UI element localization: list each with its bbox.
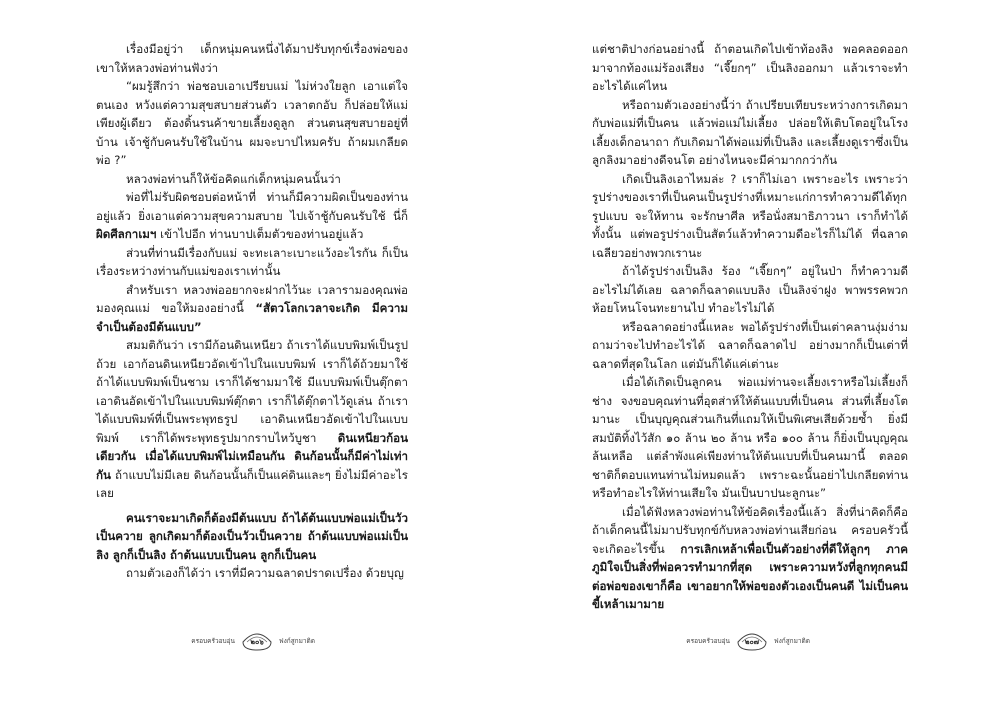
paragraph xyxy=(592,373,908,503)
text-run: สมมติกันว่า เรามีก้อนดินเหนียว ถ้าเราได้แบบพิมพ์เป็นรูปถ้วย เอาก้อนดินเหนียวอัดเข้าไปในแบบพิมพ์ เราก็ได้ถ้วยมาใช้ ถ้าได้แบบพิมพ์เป็นชาม เราก็ได้ชามมาใช้ มีแบบพิมพ์เป็นตุ๊กตา เอาดินอัดเข้าไปในแบบพิมพ์ตุ๊กตา เราก็ได้ตุ๊กตาไว้ดูเล่น ถ้าเราได้แบบพิมพ์ที่เป็นพระพุทธรูป เอาดินเหนียวอัดเข้าไปในแบบพิมพ์ เราก็ได้พระพุทธรูปมากราบไหว้บูชา xyxy=(96,338,408,445)
footer-book-title: ครอบครัวอบอุ่น xyxy=(191,637,235,645)
text-run: “ผมรู้สึกว่า พ่อชอบเอาเปรียบแม่ ไม่ห่วงใยลูก เอาแต่ใจตนเอง หวังแต่ความสุขสบายส่วนตัว เวลาตกอับ ก็ปล่อยให้แม่เพียงผู้เดียว ต้องดิ้นรนค้าขายเลี้ยงดูลูก ส่วนตนสุขสบายอยู่ที่บ้าน เจ้าชู้กับคนรับใช้ในบ้าน ผมจะบาปไหมครับ ถ้าผมเกลียดพ่อ ?” xyxy=(96,79,408,167)
text-run: ส่วนที่ท่านมีเรื่องกับแม่ จะทะเลาะเบาะแว้งอะไรกัน ก็เป็นเรื่องระหว่างท่านกับแม่ของเราเท่านั้น xyxy=(96,245,408,278)
left-page-body xyxy=(96,40,408,583)
footer-series-title: ฟงก์สูกมาติด xyxy=(279,637,315,645)
text-run: เมื่อได้เกิดเป็นลูกคน พ่อแม่ท่านจะเลี้ยงเราหรือไม่เลี้ยงก็ช่าง จงขอบคุณท่านที่อุตส่าห์ให้ต้นแบบที่เป็นคน ส่วนที่เลี้ยงโตมานะ เป็นบุญคุณส่วนเกินที่แถมให้เป็นพิเศษเสียด้วยซ้ำ ยิ่งมีสมบัติทิ้งไว้สัก ๑๐ ล้าน ๒๐ ล้าน หรือ ๑๐๐ ล้าน ก็ยิ่งเป็นบุญคุณล้นเหลือ แต่ลำพังแค่เพียงท่านให้ต้นแบบที่เป็นคนมานี้ ตลอดชาติก็ตอบแทนท่านไม่หมดแล้ว เพราะฉะนั้นอย่าไปเกลียดท่าน หรือทำอะไรให้ท่านเสียใจ มันเป็นบาปนะลูกนะ” xyxy=(592,375,908,500)
page-number-emblem xyxy=(736,628,768,652)
text-run: แต่ชาติปางก่อนอย่างนี้ ถ้าตอนเกิดไปเข้าท้องลิง พอคลอดออกมาจากท้องแม่ร้องเสียง “เจี๊ยกๆ” เป็นลิงออกมา แล้วเราจะทำอะไรได้แค่ไหน xyxy=(592,42,908,93)
footer-series-title: ฟงก์สูกมาติด xyxy=(774,637,810,645)
paragraph xyxy=(96,77,408,170)
paragraph xyxy=(96,40,408,77)
paragraph xyxy=(592,96,908,170)
paragraph xyxy=(96,281,408,337)
paragraph xyxy=(592,40,908,96)
right-page-body xyxy=(592,40,908,614)
text-run: เข้าไปอีก ท่านบาปเต็มตัวของท่านอยู่แล้ว xyxy=(156,227,364,241)
text-run: เรื่องมีอยู่ว่า เด็กหนุ่มคนหนึ่งได้มาปรับทุกข์เรื่องพ่อของเขาให้หลวงพ่อท่านฟังว่า xyxy=(96,42,408,75)
right-page-footer xyxy=(650,628,850,658)
bold-text: “สัตวโลกเวลาจะเกิด มีความจำเป็นต้องมีต้นแบบ” xyxy=(96,301,409,334)
text-run: ถ้าแบบไม่มีเลย ดินก้อนนั้นก็เป็นแค่ดินและๆ ยิ่งไม่มีค่าอะไรเลย xyxy=(96,467,408,500)
text-run: หรือฉลาดอย่างนี้แหละ พอได้รูปร่างที่เป็นเต่าคลานงุ่มง่าม ถามว่าจะไปทำอะไรได้ ฉลาดก็ฉลาดไป อย่างมากก็เป็นเต่าที่ฉลาดที่สุดในโลก แต่มันก็ได้แค่เต่านะ xyxy=(592,319,908,371)
text-run: เมื่อได้ฟังหลวงพ่อท่านให้ข้อคิดเรื่องนี้แล้ว สิ่งที่น่าคิดก็คือ ถ้าเด็กคนนี้ไม่มาปรับทุกข์กับหลวงพ่อท่านเสียก่อน ครอบครัวนี้จะเกิดอะไรขึ้น xyxy=(592,504,908,556)
paragraph xyxy=(96,170,408,189)
paragraph xyxy=(96,564,408,583)
paragraph xyxy=(96,509,408,565)
bold-text: คนเราจะมาเกิดก็ต้องมีต้นแบบ ถ้าได้ต้นแบบพ่อแม่เป็นวัว เป็นควาย ลูกเกิดมาก็ต้องเป็นวัวเป็นควาย ถ้าต้นแบบพ่อแม่เป็นลิง ลูกก็เป็นลิง ถ้าต้นแบบเป็นคน ลูกก็เป็นคน xyxy=(96,510,408,562)
text-run: พ่อที่ไม่รับผิดชอบต่อหน้าที่ ท่านก็มีความผิดเป็นของท่านอยู่แล้ว ยิ่งเอาแต่ความสุขความสบาย ไปเจ้าชู้กับคนรับใช้ นี่ก็ xyxy=(96,190,408,223)
text-run: ถามตัวเองก็ได้ว่า เราที่มีความฉลาดปราดเปรื่อง ด้วยบุญ xyxy=(126,566,404,580)
paragraph xyxy=(592,503,908,614)
left-page-footer xyxy=(155,628,355,658)
text-run: สำหรับเรา หลวงพ่ออยากจะฝากไว้นะ เวลารามองคุณพ่อ มองคุณแม่ ขอให้มองอย่างนี้ xyxy=(96,282,408,315)
right-page xyxy=(500,0,1000,707)
paragraph xyxy=(96,336,408,503)
page-number: ๒๐๖ xyxy=(250,638,264,646)
text-run: หลวงพ่อท่านก็ให้ข้อคิดแก่เด็กหนุ่มคนนั้นว่า xyxy=(126,171,341,186)
bold-text: ผิดศีลกาเมฯ xyxy=(96,227,157,241)
bold-text: การเลิกเหล้าเพื่อเป็นตัวอย่างที่ดีให้ลูกๆ ภาคภูมิใจเป็นสิ่งที่พ่อควรทำมากที่สุด เพราะความหวังที่ลูกทุกคนมีต่อพ่อของเขาก็คือ เขาอยากให้พ่อของตัวเองเป็นคนดี ไม่เป็นคนขี้เหล้าเมามาย xyxy=(592,541,908,611)
text-run: ถ้าได้รูปร่างเป็นลิง ร้อง “เจี๊ยกๆ” อยู่ในป่า ก็ทำความดีอะไรไม่ได้เลย ฉลาดก็ฉลาดแบบลิง เป็นลิงจ่าฝูง พาพรรคพวกห้อยโหนโจนทะยานไป ทำอะไรไม่ได้ xyxy=(592,264,908,315)
paragraph xyxy=(96,188,408,244)
paragraph xyxy=(592,318,908,374)
paragraph xyxy=(592,170,908,263)
paragraph xyxy=(592,262,908,318)
text-run: หรือถามตัวเองอย่างนี้ว่า ถ้าเปรียบเทียบระหว่างการเกิดมากับพ่อแม่ที่เป็นคน แล้วพ่อแม่ไม่เลี้ยง ปล่อยให้เติบโตอยู่ในโรงเลี้ยงเด็กอนาถา กับเกิดมาได้พ่อแม่ที่เป็นลิง และเลี้ยงดูเราซึ่งเป็นลูกลิงมาอย่างดีจนโต อย่างไหนจะมีค่ามากกว่ากัน xyxy=(592,97,908,167)
footer-book-title: ครอบครัวอบอุ่น xyxy=(686,637,730,645)
page-number-emblem xyxy=(241,628,273,652)
bold-text: ดินเหนียวก้อนเดียวกัน เมื่อได้แบบพิมพ์ไม่เหมือนกัน ดินก้อนนั้นก็มีค่าไม่เท่ากัน xyxy=(96,430,408,482)
text-run: เกิดเป็นลิงเอาไหมล่ะ ? เราก็ไม่เอา เพราะอะไร เพราะว่ารูปร่างของเราที่เป็นคนเป็นรูปร่างที่เหมาะแก่การทำความดีได้ทุกรูปแบบ จะให้ทาน จะรักษาศีล หรือนั่งสมาธิภาวนา เราก็ทำได้ทั้งนั้น แต่พอรูปร่างเป็นสัตว์แล้วทำความดีอะไรก็ไม่ได้ ที่ฉลาดเฉลียวอย่างพวกเรานะ xyxy=(592,171,908,260)
page-number: ๒๐๗ xyxy=(744,638,760,646)
paragraph xyxy=(96,244,408,281)
